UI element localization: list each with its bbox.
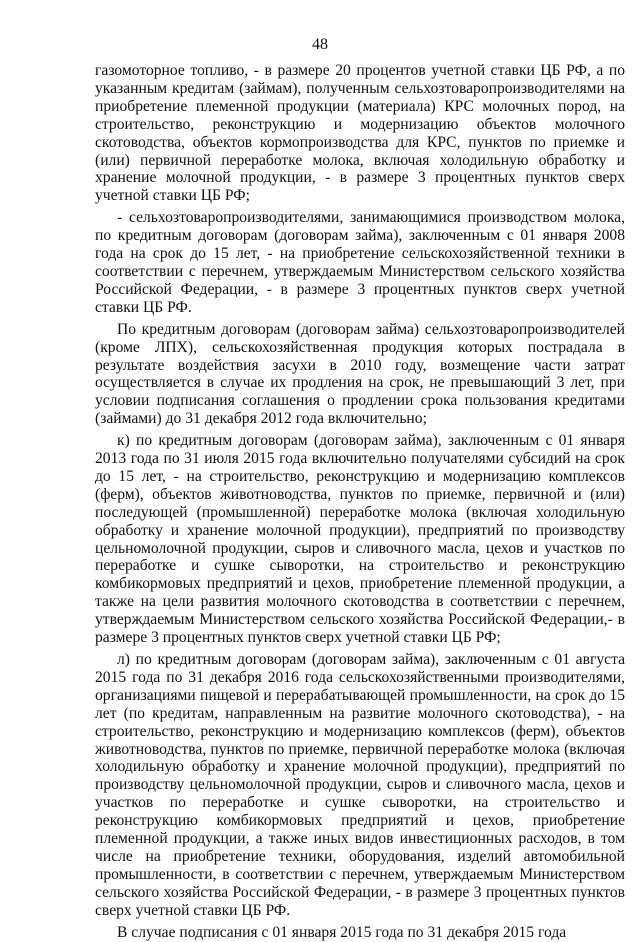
page-number: 48 <box>312 36 328 53</box>
paragraph-item-l: л) по кредитным договорам (договорам займа), заключенным с 01 августа 2015 года по 31 декабря 2016 года сельскохозяйственными производителями, организациями пищевой и перерабатывающей промышленности, на срок до 15 лет (по кредитам, направленным на развитие молочного скотоводства), - на строительство, реконструкцию и модернизацию комплексов (ферм), объектов животноводства, пунктов по приемке, первичной переработке молока (включая холодильную обработку и хранение молочной продукции), предприятий по производству цельномолочной продукции, сыров и сливочного масла, цехов и участков по переработке и сушке сыворотки, на строительство и реконструкцию комбикормовых предприятий и цехов, приобретение племенной продукции, а также иных видов инвестиционных расходов, в том числе на приобретение техники, оборудования, изделий автомобильной промышленности, в соответствии с перечнем, утверждаемым Министерством сельского хозяйства Российской Федерации, - в размере 3 процентных пунктов сверх учетной ставки ЦБ РФ. <box>95 651 625 919</box>
paragraph-drought-2010: По кредитным договорам (договорам займа) сельхозтоваропроизводителей (кроме ЛПХ), сельскохозяйственная продукция которых пострадала в результате воздействия засухи в 2010 году, возмещение части затрат осуществляется в случае их продления на срок, не превышающий 3 лет, при условии подписания соглашения о продлении срока пользования кредитами (займами) до 31 декабря 2012 года включительно; <box>95 320 625 428</box>
paragraph-closing: В случае подписания с 01 января 2015 года по 31 декабря 2015 года <box>117 923 567 941</box>
document-body <box>95 62 625 942</box>
paragraph-milk-producers: - сельхозтоваропроизводителями, занимающимися производством молока, по кредитным договорам (договорам займа), заключенным с 01 января 2008 года на срок до 15 лет, - на приобретение сельскохозяйственной техники в соответствии с перечнем, утверждаемым Министерством сельского хозяйства Российской Федерации, - в размере 3 процентных пунктов сверх учетной ставки ЦБ РФ. <box>95 209 625 316</box>
paragraph-item-k: к) по кредитным договорам (договорам займа), заключенным с 01 января 2013 года по 31 июля 2015 года включительно получателями субсидий на срок до 15 лет, - на строительство, реконструкцию и модернизацию комплексов (ферм), объектов животноводства, пунктов по приемке, первичной и (или) последующей (промышленной) переработке молока (включая холодильную обработку и хранение молочной продукции), предприятий по производству цельномолочной продукции, сыров и сливочного масла, цехов и участков по переработке и сушке сыворотки, на строительство и реконструкцию комбикормовых предприятий и цехов, приобретение племенной продукции, а также на цели развития молочного скотоводства в соответствии с перечнем, утверждаемым Министерством сельского хозяйства Российской Федерации,- в размере 3 процентных пунктов сверх учетной ставки ЦБ РФ; <box>95 432 625 647</box>
paragraph-intro: газомоторное топливо, - в размере 20 процентов учетной ставки ЦБ РФ, а по указанным кредитам (займам), полученным сельхозтоваропроизводителями на приобретение племенной продукции (материала) КРС молочных пород, на строительство, реконструкцию и модернизацию объектов молочного скотоводства, объектов кормопроизводства для КРС, пунктов по приемке и (или) первичной переработке молока, включая холодильную обработку и хранение молочной продукции, - в размере 3 процентных пунктов сверх учетной ставки ЦБ РФ; <box>95 62 625 205</box>
